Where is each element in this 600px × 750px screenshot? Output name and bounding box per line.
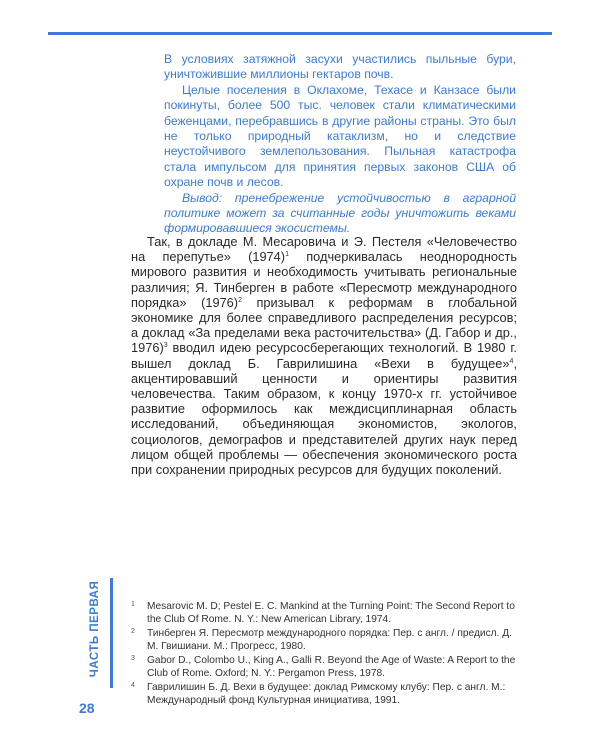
top-rule	[48, 32, 552, 35]
footnote-text: Gabor D., Colombo U., King A., Galli R. Beyond the Age of Waste: A Report to the Club of Rome. Oxford; N. Y.: Pergamon Press, 1978.	[147, 655, 516, 679]
footnote-ref[interactable]: 3	[163, 342, 168, 350]
text-segment: подчеркивалась неоднородность мирового развития и необходимость учитывать региональные различия; Я. Тинберген в работе «Пересмотр международного порядка» (1976)	[131, 249, 517, 310]
callout-paragraph-2: Целые поселения в Оклахоме, Техасе и Канзасе были покинуты, более 500 тыс. человек стали климатическими беженцами, перебравшись в другие районы страны. Это был не только природный катаклизм, но и следствие неустойчивого землепользования. Пыльная катастрофа стала импульсом для принятия первых законов США об охране почв и лесов.	[164, 82, 516, 190]
main-paragraph	[131, 234, 517, 477]
footnote-number: 3	[131, 655, 135, 662]
footnote-ref[interactable]: 4	[509, 357, 514, 365]
text-segment: вводил идею ресурсосберегающих технологий. В 1980 г. вышел доклад Б. Гаврилишина «Вехи в будущее»	[131, 340, 517, 371]
footnote-text: Mesarovic M. D; Pestel E. C. Mankind at the Turning Point: The Second Report to the Club Of Rome. N. Y.: New American Library, 1974.	[147, 601, 515, 625]
footnote-number: 4	[131, 682, 135, 689]
callout-conclusion: Вывод: пренебрежение устойчивостью в аграрной политике может за считанные годы уничтожить веками формировавшиеся экосистемы.	[164, 190, 516, 236]
footnotes	[131, 600, 517, 708]
callout-paragraph-1: В условиях затяжной засухи участились пыльные бури, уничтожившие миллионы гектаров почв.	[164, 52, 516, 82]
main-text	[131, 234, 517, 477]
footnote	[131, 600, 517, 626]
text-segment: призывал к реформам в глобальной экономике для более справедливого распределения ресурсов; а доклад «За пределами века расточительства» (Д. Габор и др., 1976)	[131, 294, 517, 356]
footnote-number: 2	[131, 628, 135, 635]
footnote-text: Гаврилишин Б. Д. Вехи в будущее: доклад Римскому клубу: Пер. с англ. М.: Международный фонд Культурная инициатива, 1991.	[147, 682, 506, 706]
page-number: 28	[79, 700, 95, 716]
footnote	[131, 681, 517, 707]
callout-box	[164, 52, 516, 237]
footnote-number: 1	[131, 601, 135, 608]
footnote	[131, 654, 517, 680]
part-label	[87, 582, 103, 676]
part-label-text: ЧАСТЬ ПЕРВАЯ	[89, 580, 101, 678]
text-segment: , акцентировавший ценности и ориентиры развития человечества. Таким образом, к концу 1970-х гг. устойчивое развитие оформилось как междисциплинарная область исследований, объединяющая экономистов, экологов, социологов, демографов и представителей других наук перед лицом общей проблемы — обеспечения экономического роста при сохранении природных ресурсов для будущих поколений.	[131, 355, 517, 478]
text-segment: Так, в докладе М. Месаровича и Э. Пестеля «Человечество на перепутье» (1974)	[131, 234, 517, 265]
footnote	[131, 627, 517, 653]
side-rule	[110, 578, 113, 688]
footnote-ref[interactable]: 1	[285, 251, 289, 259]
footnote-ref[interactable]: 2	[238, 296, 242, 304]
footnote-text: Тинберген Я. Пересмотр международного порядка: Пер. с англ. / предисл. Д. М. Гвишиани. М.: Прогресс, 1980.	[147, 628, 513, 652]
